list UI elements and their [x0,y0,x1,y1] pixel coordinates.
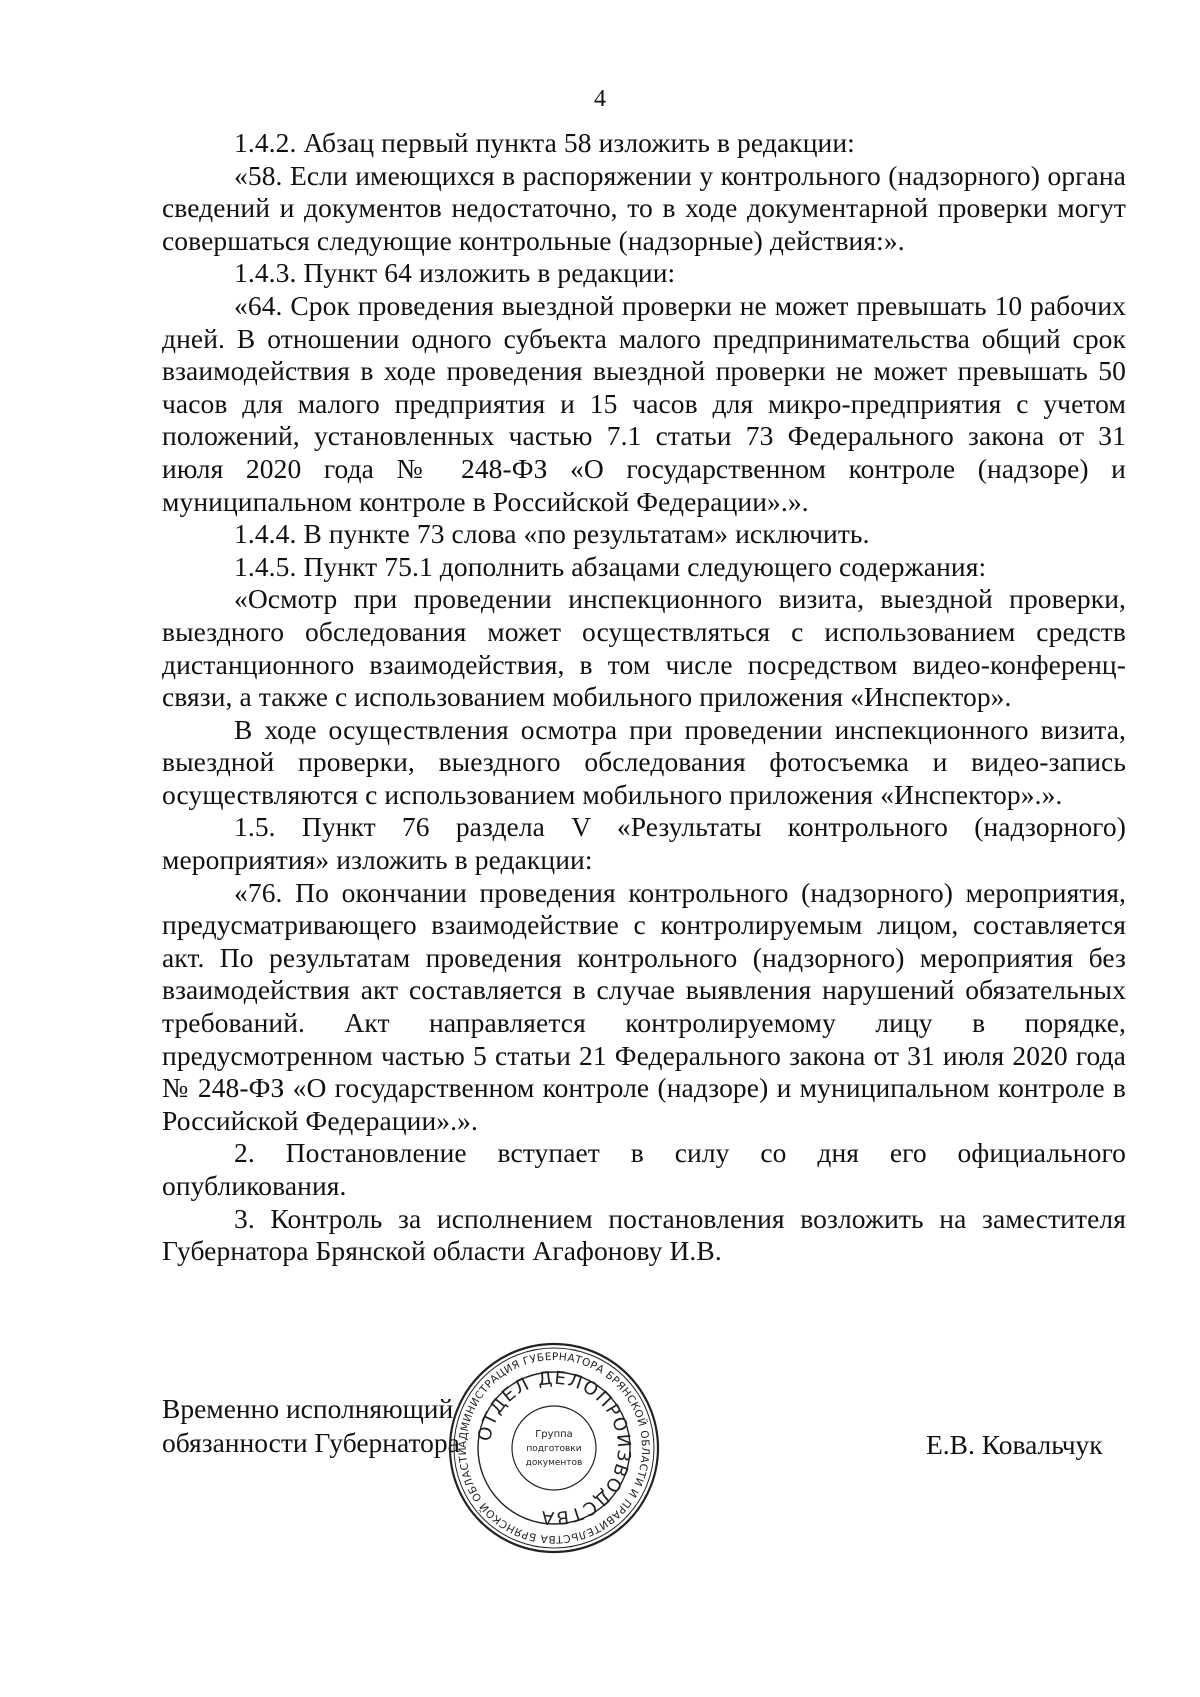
seal-center-line-2: подготовки [526,1444,582,1454]
official-seal [444,1338,664,1558]
paragraph-1-4-5: 1.4.5. Пункт 75.1 дополнить абзацами следующего содержания: [234,550,987,582]
paragraph-quote-inspection: «Осмотр при проведении инспекционного визита, выездной проверки, выездного обследования может осуществляться с использованием средств дистанционного взаимодействия, в том числе посредством видео-конференц-связи, а также с использованием мобильного приложения «Инспектор». [162,583,1126,713]
seal-inner-text: ОТДЕЛ ДЕЛОПРОИЗВОДСТВА [474,1367,635,1529]
paragraph-quote-58: «58. Если имеющихся в распоряжении у контрольного (надзорного) органа сведений и документов недостаточно, то в ходе документарной проверки могут совершаться следующие контрольные (надзорные) действия:». [162,159,1126,256]
seal-stamp-graphic [444,1338,664,1558]
signatory-position [162,1392,460,1460]
paragraph-3: 3. Контроль за исполнением постановления возложить на заместителя Губернатора Брянской области Агафонову И.В. [162,1202,1126,1267]
seal-outer-text: АДМИНИСТРАЦИЯ ГУБЕРНАТОРА БРЯНСКОЙ ОБЛАСТИ И ПРАВИТЕЛЬСТВА БРЯНСКОЙ ОБЛАСТИ [456,1350,652,1546]
paragraph-1-4-2: 1.4.2. Абзац первый пункта 58 изложить в редакции: [234,127,855,158]
signatory-position-line-2: обязанности Губернатора [162,1427,460,1458]
paragraph-quote-64: «64. Срок проведения выездной проверки не может превышать 10 рабочих дней. В отношении одного субъекта малого предпринимательства общий срок взаимодействия в ходе проведения выездной проверки не может превышать 50 часов для малого предприятия и 15 часов для микро-предприятия с учетом положений, установленных частью 7.1 статьи 73 Федерального закона от 31 июля 2020 года № 248-ФЗ «О государственном контроле (надзоре) и муниципальном контроле в Российской Федерации».». [162,289,1126,517]
paragraph-1-5: 1.5. Пункт 76 раздела V «Результаты контрольного (надзорного) мероприятия» изложить в редакции: [162,811,1126,876]
paragraph-1-4-4: 1.4.4. В пункте 73 слова «по результатам» исключить. [234,518,870,550]
seal-center-line-1: Группа [535,1429,573,1440]
signatory-name: Е.В. Ковальчук [926,1429,1103,1460]
paragraph-1-4-3: 1.4.3. Пункт 64 изложить в редакции: [234,257,676,289]
paragraph-quote-76: «76. По окончании проведения контрольного (надзорного) мероприятия, предусматривающего взаимодействие с контролируемым лицом, составляется акт. По результатам проведения контрольного (надзорного) мероприятия без взаимодействия акт составляется в случае выявления нарушений обязательных требований. Акт направляется контролируемому лицу в порядке, предусмотренном частью 5 статьи 21 Федерального закона от 31 июля 2020 года № 248-ФЗ «О государственном контроле (надзоре) и муниципальном контроле в Российской Федерации».». [162,876,1126,1136]
paragraph-photo-video: В ходе осуществления осмотра при проведении инспекционного визита, выездной проверки, выездного обследования фотосъемка и видео-запись осуществляются с использованием мобильного приложения «Инспектор».». [162,713,1126,810]
document-body [162,127,1126,1268]
signatory-position-line-1: Временно исполняющий [162,1393,454,1424]
seal-center-line-3: документов [525,1458,583,1468]
paragraph-2: 2. Постановление вступает в силу со дня его официального опубликования. [162,1137,1126,1201]
page-number: 4 [594,86,606,112]
